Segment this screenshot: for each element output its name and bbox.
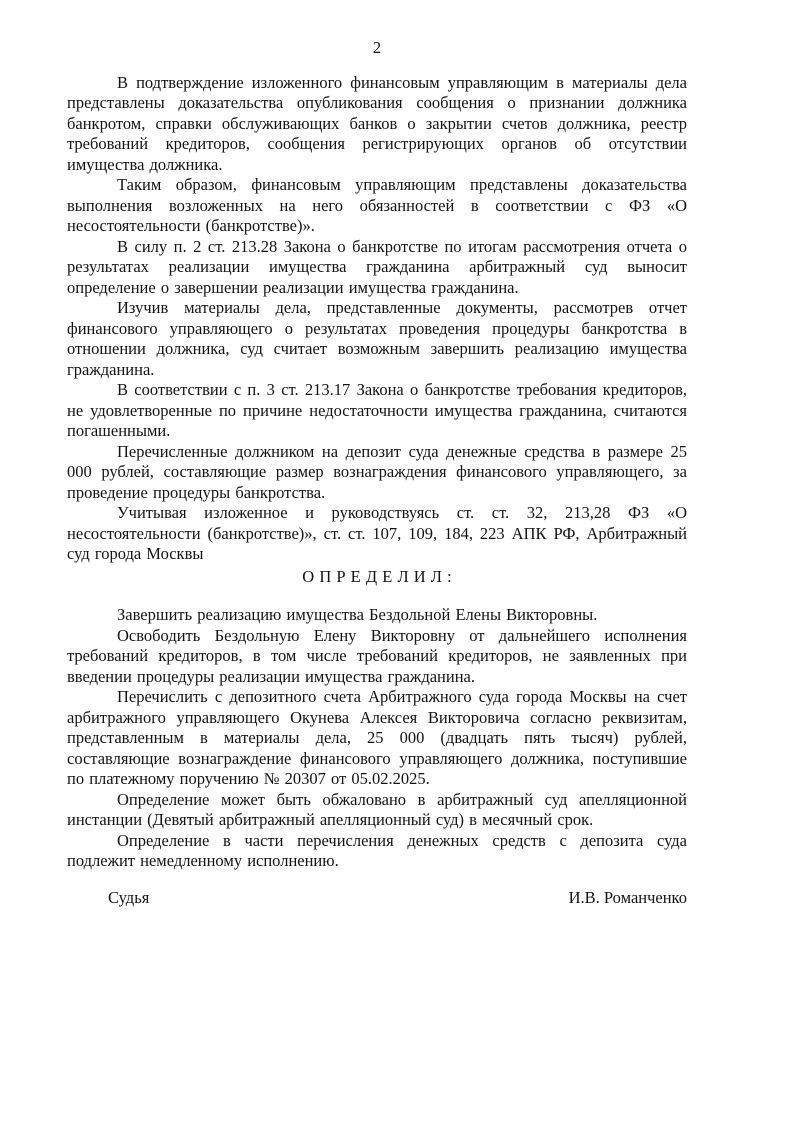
paragraph-deposit-funds: Перечисленные должником на депозит суда денежные средства в размере 25 000 рублей, составляющие размер вознаграждения финансового управляющего, за проведение процедуры банкротства. xyxy=(67,441,687,502)
ruling-paragraph-complete-realization: Завершить реализацию имущества Бездольной Елены Викторовны. xyxy=(117,605,598,624)
ruling-paragraph-release-debtor: Освободить Бездольную Елену Викторовну от дальнейшего исполнения требований кредиторов, в том числе требований кредиторов, не заявленных при введении процедуры реализации имущества гражданина. xyxy=(67,625,687,686)
paragraph-law-213-17: В соответствии с п. 3 ст. 213.17 Закона о банкротстве требования кредиторов, не удовлетворенные по причине недостаточности имущества гражданина, считаются погашенными. xyxy=(67,380,687,440)
ruling-paragraph-immediate-execution: Определение в части перечисления денежных средств с депозита суда подлежит немедленному исполнению. xyxy=(67,830,687,870)
paragraph-confirmation-evidence: В подтверждение изложенного финансовым управляющим в материалы дела представлены доказательства опубликования сообщения о признании должника банкротом, справки обслуживающих банков о закрытии счетов должника, реестр требований кредиторов, сообщения регистрирующих органов об отсутствии имущества должника. xyxy=(67,72,687,174)
paragraph-court-conclusion: Изучив материалы дела, представленные документы, рассмотрев отчет финансового управляющего о результатах проведения процедуры банкротства в отношении должника, суд считает возможным завершить реализацию имущества гражданина. xyxy=(67,298,687,379)
ruling-heading: О П Р Е Д Е Л И Л : xyxy=(302,566,452,586)
ruling-paragraph-appeal: Определение может быть обжаловано в арбитражный суд апелляционной инстанции (Девятый арбитражный апелляционный суд) в месячный срок. xyxy=(67,789,687,829)
signature-role: Судья xyxy=(108,887,150,907)
ruling-paragraph-transfer-payment: Перечислить с депозитного счета Арбитражного суда города Москвы на счет арбитражного управляющего Окунева Алексея Викторовича согласно реквизитам, представленным в материалы дела, 25 000 (двадцать пять тысяч) рублей, составляющие вознаграждение финансового управляющего должника, поступившие по платежному поручению № 20307 от 05.02.2025. xyxy=(67,687,687,788)
paragraph-legal-basis: Учитывая изложенное и руководствуясь ст. ст. 32, 213,28 ФЗ «О несостоятельности (банкротстве)», ст. ст. 107, 109, 184, 223 АПК РФ, Арбитражный суд города Москвы xyxy=(67,503,687,563)
signature-row xyxy=(67,888,687,909)
paragraph-law-213-28: В силу п. 2 ст. 213.28 Закона о банкротстве по итогам рассмотрения отчета о результатах реализации имущества гражданина арбитражный суд выносит определение о завершении реализации имущества гражданина. xyxy=(67,236,687,297)
paragraph-duties-fulfilled: Таким образом, финансовым управляющим представлены доказательства выполнения возложенных на него обязанностей в соответствии с ФЗ «О несостоятельности (банкротстве)». xyxy=(67,175,687,235)
signature-name: И.В. Романченко xyxy=(568,887,687,907)
page-number: 2 xyxy=(372,38,382,57)
